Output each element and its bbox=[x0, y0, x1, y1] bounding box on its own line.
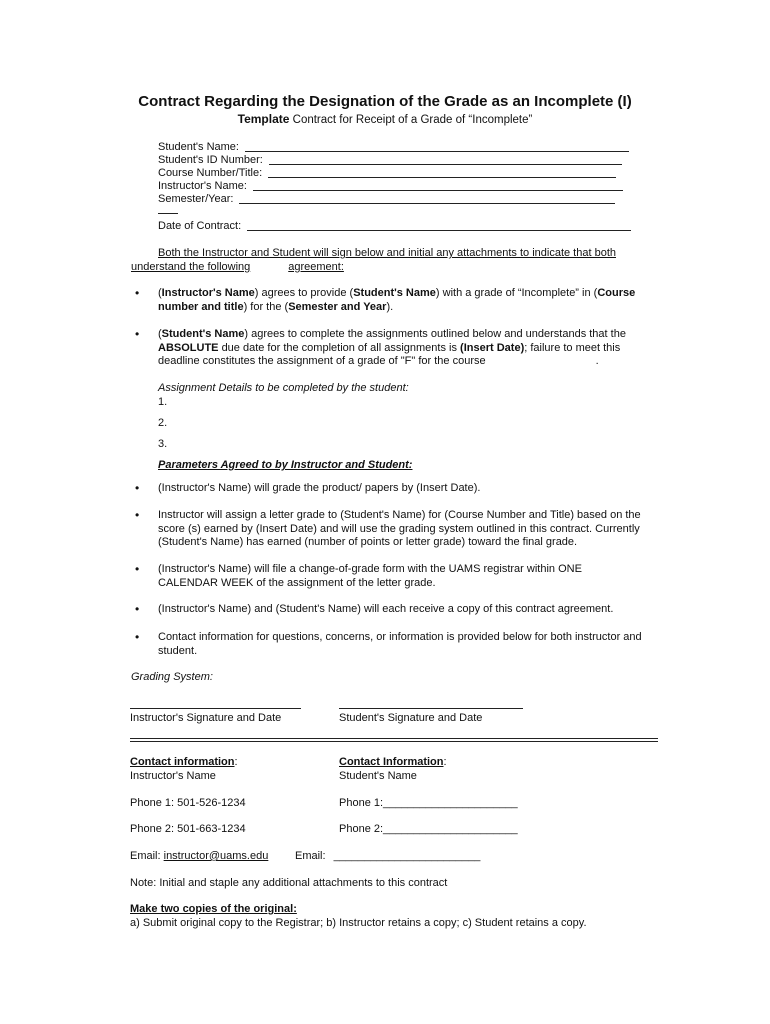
b1-f: Course number and title bbox=[158, 287, 636, 313]
b1-h: Semester and Year bbox=[288, 300, 387, 313]
param-4-dot: • bbox=[135, 602, 140, 616]
contact-right-phone2[interactable]: Phone 2:______________________ bbox=[339, 823, 518, 835]
instructor-signature-label: Instructor's Signature and Date bbox=[130, 712, 282, 724]
document-title: Contract Regarding the Designation of the Grade as an Incomplete (I) bbox=[138, 93, 632, 110]
assignment-item-1: 1. bbox=[158, 396, 168, 408]
separator bbox=[130, 738, 658, 742]
param-2-dot: • bbox=[135, 508, 140, 522]
contact-right-name: Student's Name bbox=[339, 770, 417, 782]
b1-g: ) for the ( bbox=[243, 300, 289, 313]
student-signature-label: Student's Signature and Date bbox=[339, 712, 483, 724]
field-semester bbox=[158, 193, 615, 207]
assignment-item-2: 2. bbox=[158, 417, 168, 429]
short-line bbox=[158, 213, 178, 214]
contact-right-phone1[interactable]: Phone 1:______________________ bbox=[339, 797, 518, 809]
assignment-item-3: 3. bbox=[158, 438, 168, 450]
subtitle-rest: Contract for Receipt of a Grade of “Incomplete” bbox=[292, 114, 533, 126]
note: Note: Initial and staple any additional attachments to this contract bbox=[130, 877, 448, 889]
assignment-heading: Assignment Details to be completed by the student: bbox=[158, 382, 409, 394]
b1-d: Student's Name bbox=[353, 287, 436, 299]
contact-right-heading bbox=[339, 756, 447, 770]
field-date bbox=[158, 220, 631, 234]
student-id-line[interactable] bbox=[269, 154, 622, 165]
date-line[interactable] bbox=[247, 220, 631, 231]
b2-h: . bbox=[595, 355, 599, 367]
b1-i: ). bbox=[386, 300, 394, 313]
b1-e: ) with a grade of “Incomplete” in ( bbox=[435, 287, 598, 299]
contact-right-colon: : bbox=[443, 756, 447, 768]
semester-line[interactable] bbox=[239, 193, 615, 204]
param-1-dot: • bbox=[135, 481, 140, 495]
contact-right-email-label: Email: bbox=[295, 850, 326, 862]
field-instructor bbox=[158, 180, 623, 194]
student-signature-line[interactable] bbox=[339, 708, 523, 709]
param-5-dot: • bbox=[135, 630, 140, 644]
intro-part3: agreement: bbox=[288, 261, 344, 273]
b1-a: ( bbox=[158, 287, 162, 299]
param-5-text: Contact information for questions, concerns, or information is provided below for both instructor and student. bbox=[158, 631, 642, 657]
field-course-label: Course Number/Title: bbox=[158, 167, 263, 179]
subtitle-template: Template bbox=[237, 112, 290, 126]
copies-heading: Make two copies of the original: bbox=[130, 903, 297, 915]
contact-right-heading-text: Contact Information bbox=[339, 756, 444, 768]
param-1-text: (Instructor's Name) will grade the product/ papers by (Insert Date). bbox=[158, 482, 481, 494]
b2-b: Student's Name bbox=[161, 328, 245, 340]
b1-b: Instructor's Name bbox=[161, 287, 255, 299]
course-line[interactable] bbox=[268, 167, 616, 178]
contact-right-email-line[interactable]: ________________________ bbox=[333, 850, 481, 862]
field-date-label: Date of Contract: bbox=[158, 220, 242, 232]
param-4-text: (Instructor's Name) and (Student's Name) will each receive a copy of this contract agreement. bbox=[158, 603, 614, 615]
intro-line2 bbox=[131, 261, 344, 275]
instructor-line[interactable] bbox=[253, 180, 623, 191]
field-student-name-label: Student's Name: bbox=[158, 141, 239, 153]
b2-a: ( bbox=[158, 328, 162, 340]
field-student-id bbox=[158, 154, 622, 168]
contact-left-email-link[interactable]: instructor@uams.edu bbox=[163, 850, 269, 862]
contact-left-heading-text: Contact information bbox=[130, 756, 235, 768]
grading-system-label: Grading System: bbox=[131, 671, 213, 683]
bullet-1-text bbox=[158, 287, 658, 314]
field-instructor-label: Instructor's Name: bbox=[158, 180, 247, 192]
bullet-2-text bbox=[158, 328, 648, 369]
student-name-line[interactable] bbox=[245, 141, 629, 152]
contact-left-colon: : bbox=[234, 756, 238, 768]
contact-left-name: Instructor's Name bbox=[130, 770, 216, 782]
contact-left-email-label: Email: bbox=[130, 850, 161, 862]
copies-text: a) Submit original copy to the Registrar; b) Instructor retains a copy; c) Student retains a copy. bbox=[130, 917, 587, 929]
bullet-2-dot: • bbox=[135, 327, 140, 341]
contact-left-phone2: Phone 2: 501-663-1234 bbox=[130, 823, 246, 835]
b2-c: ) agrees to complete the assignments outlined below and understands that the bbox=[244, 328, 626, 340]
instructor-signature-line[interactable] bbox=[130, 708, 301, 709]
contact-left-email bbox=[130, 850, 268, 864]
field-student-name bbox=[158, 141, 629, 155]
document-subtitle bbox=[0, 113, 770, 128]
field-student-id-label: Student's ID Number: bbox=[158, 154, 263, 166]
param-3-dot: • bbox=[135, 562, 140, 576]
b2-g: ; failure to meet this deadline constitutes the assignment of a grade of "F" for the course bbox=[158, 341, 621, 367]
contact-left-heading bbox=[130, 756, 238, 770]
param-3-text: (Instructor's Name) will file a change-of-grade form with the UAMS registrar within ONE CALENDAR WEEK of the assignment of the letter grade. bbox=[158, 563, 582, 589]
field-course bbox=[158, 167, 616, 181]
b2-f: (Insert Date) bbox=[460, 341, 525, 354]
b2-e: due date for the completion of all assignments is bbox=[221, 341, 457, 354]
contact-left-phone1: Phone 1: 501-526-1234 bbox=[130, 797, 246, 809]
b2-d: ABSOLUTE bbox=[158, 341, 219, 354]
param-2-text: Instructor will assign a letter grade to (Student's Name) for (Course Number and Title) based on the score (s) earned by (Insert Date) and will use the grading system outlined in this contract. Currently (Student's Name) has earned (number of points or letter grade) toward the final grade. bbox=[158, 509, 641, 548]
contact-right-email bbox=[295, 850, 480, 864]
bullet-1-dot: • bbox=[135, 286, 140, 300]
intro-line1: Both the Instructor and Student will sign below and initial any attachments to indicate that both bbox=[158, 247, 616, 259]
field-semester-label: Semester/Year: bbox=[158, 193, 234, 205]
intro-part2: understand the following bbox=[131, 261, 251, 273]
b1-c: ) agrees to provide ( bbox=[254, 287, 354, 299]
parameters-heading: Parameters Agreed to by Instructor and Student: bbox=[158, 459, 413, 471]
